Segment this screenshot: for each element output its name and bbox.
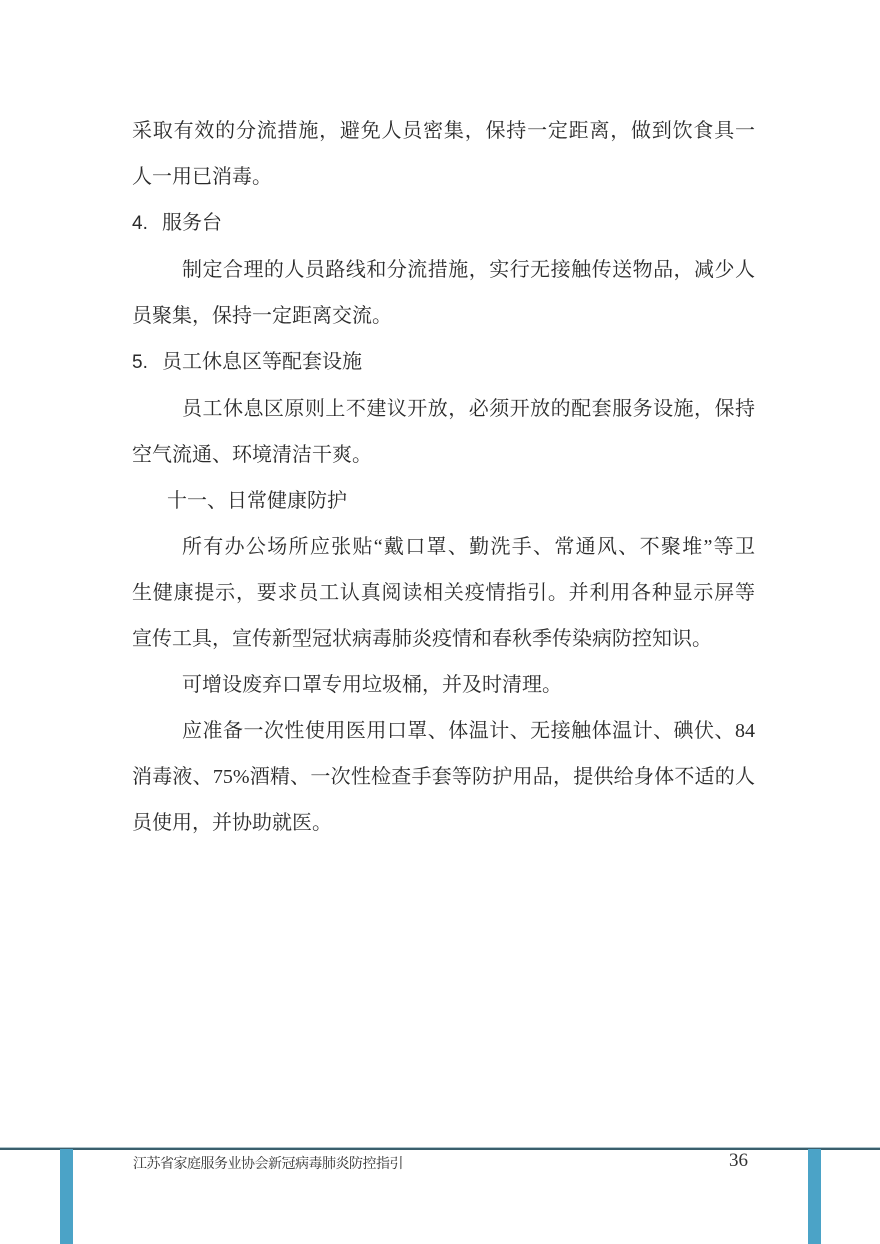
- list-item-4: [132, 200, 755, 247]
- paragraph-line: 应准备一次性使用医用口罩、体温计、无接触体温计、碘伏、84: [182, 720, 755, 742]
- paragraph-line: 消毒液、75%酒精、一次性检查手套等防护用品，提供给身体不适的人: [132, 766, 755, 788]
- list-item-label: 员工休息区等配套设施: [162, 351, 362, 373]
- paragraph-line: 生健康提示，要求员工认真阅读相关疫情指引。并利用各种显示屏等: [132, 582, 755, 604]
- paragraph-line: 制定合理的人员路线和分流措施，实行无接触传送物品，减少人: [182, 259, 755, 281]
- left-accent-bar: [60, 1149, 73, 1244]
- footer-rule: [0, 1147, 880, 1150]
- list-number: 5.: [132, 352, 148, 373]
- right-accent-bar: [808, 1149, 821, 1244]
- paragraph-line: 可增设废弃口罩专用垃圾桶，并及时清理。: [182, 674, 562, 696]
- document-body: [132, 108, 755, 846]
- paragraph-line: 员聚集，保持一定距离交流。: [132, 305, 392, 327]
- list-item-5: [132, 339, 755, 386]
- section-heading: 十一、日常健康防护: [167, 490, 347, 512]
- list-number: 4.: [132, 213, 148, 234]
- paragraph-line: 宣传工具，宣传新型冠状病毒肺炎疫情和春秋季传染病防控知识。: [132, 628, 712, 650]
- paragraph-line: 所有办公场所应张贴“戴口罩、勤洗手、常通风、不聚堆”等卫: [182, 536, 755, 558]
- paragraph-line: 员使用，并协助就医。: [132, 812, 332, 834]
- paragraph-line: 空气流通、环境清洁干爽。: [132, 444, 372, 466]
- list-item-label: 服务台: [162, 212, 222, 234]
- page-number: 36: [729, 1150, 748, 1171]
- paragraph-line: 人一用已消毒。: [132, 166, 272, 188]
- paragraph-line: 采取有效的分流措施，避免人员密集，保持一定距离，做到饮食具一: [132, 120, 755, 142]
- paragraph-line: 员工休息区原则上不建议开放，必须开放的配套服务设施，保持: [182, 398, 755, 420]
- footer-doc-title: 江苏省家庭服务业协会新冠病毒肺炎防控指引: [133, 1157, 403, 1172]
